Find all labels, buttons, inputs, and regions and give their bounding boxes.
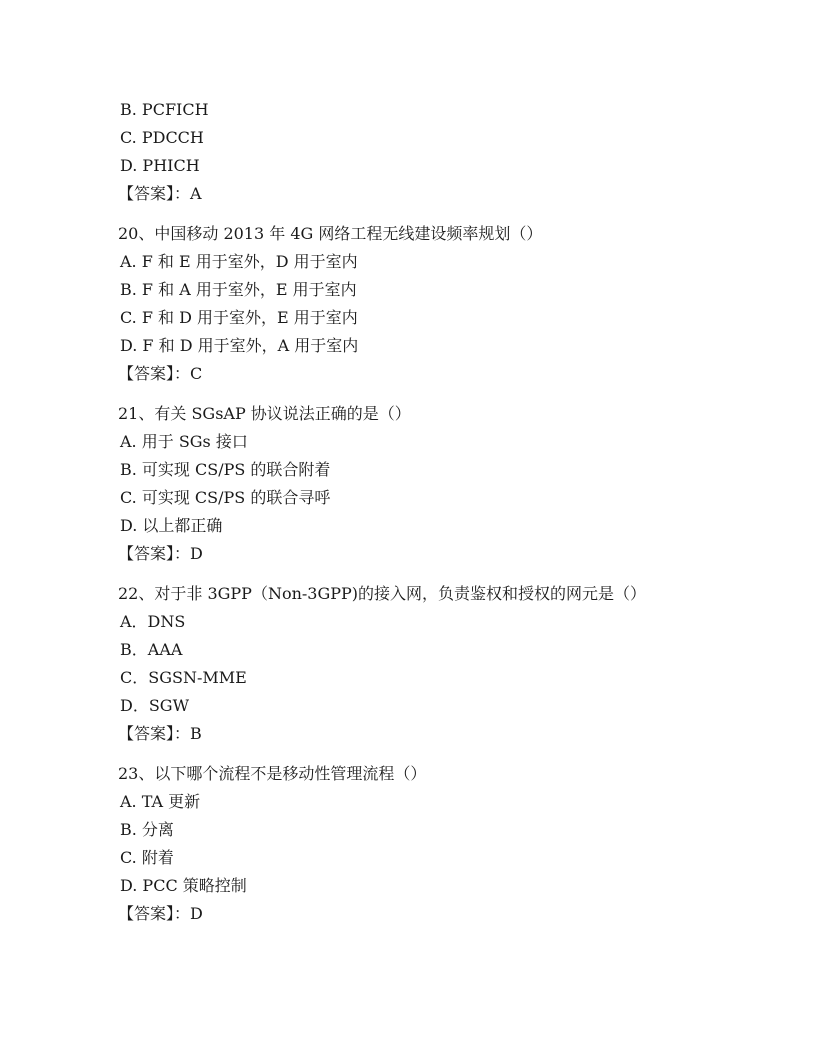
option-d: D. 以上都正确 [120, 516, 223, 535]
option-a: A. F 和 E 用于室外，D 用于室内 [120, 252, 358, 271]
option-b: B. 分离 [120, 820, 174, 839]
option-c: C. F 和 D 用于室外，E 用于室内 [120, 308, 358, 327]
answer-line: 【答案】：D [118, 544, 203, 563]
option-b: B. PCFICH [120, 100, 209, 119]
document-content [118, 96, 738, 928]
option-a: A. 用于 SGs 接口 [120, 432, 248, 451]
option-b: B. F 和 A 用于室外，E 用于室内 [120, 280, 357, 299]
option-c: C．SGSN-MME [120, 668, 247, 687]
option-c: C. 可实现 CS/PS 的联合寻呼 [120, 488, 331, 507]
question-stem: 23、以下哪个流程不是移动性管理流程（） [118, 764, 427, 783]
answer-line: 【答案】：C [118, 364, 203, 383]
question-block-partial [118, 96, 738, 208]
question-block-23 [118, 760, 738, 928]
question-stem: 21、有关 SGsAP 协议说法正确的是（） [118, 404, 411, 423]
question-block-20 [118, 220, 738, 388]
option-a: A．DNS [120, 612, 186, 631]
option-a: A. TA 更新 [120, 792, 201, 811]
answer-line: 【答案】：D [118, 904, 203, 923]
option-d: D. F 和 D 用于室外，A 用于室内 [120, 336, 359, 355]
option-c: C. 附着 [120, 848, 174, 867]
question-stem: 20、中国移动 2013 年 4G 网络工程无线建设频率规划（） [118, 224, 543, 243]
answer-line: 【答案】：B [118, 724, 202, 743]
option-b: B. 可实现 CS/PS 的联合附着 [120, 460, 331, 479]
option-c: C. PDCCH [120, 128, 204, 147]
question-block-21 [118, 400, 738, 568]
question-stem: 22、对于非 3GPP（Non-3GPP)的接入网，负责鉴权和授权的网元是（） [118, 584, 647, 603]
option-d: D. PCC 策略控制 [120, 876, 247, 895]
answer-line: 【答案】：A [118, 184, 202, 203]
option-d: D．SGW [120, 696, 190, 715]
option-d: D. PHICH [120, 156, 200, 175]
question-block-22 [118, 580, 738, 748]
option-b: B．AAA [120, 640, 183, 659]
